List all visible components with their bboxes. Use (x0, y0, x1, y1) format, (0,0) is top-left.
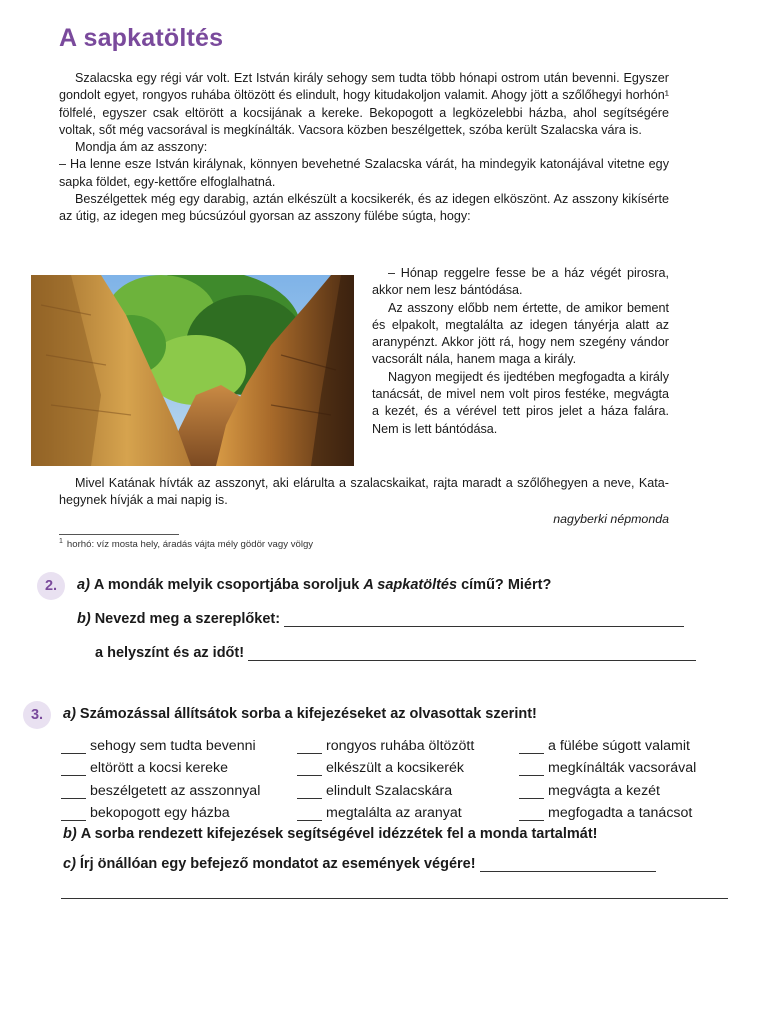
story-top (59, 70, 669, 226)
question-2b (77, 611, 684, 627)
question-2-number: 2. (37, 572, 65, 600)
story-bottom (59, 475, 669, 510)
question-2b-part2 (95, 645, 696, 661)
question-3c-label: c) (63, 856, 76, 872)
question-3a (63, 706, 537, 722)
answer-line-characters[interactable] (284, 612, 684, 627)
question-3b (63, 826, 598, 842)
question-2b-text2: a helyszínt és az időt! (95, 645, 245, 661)
story-paragraph: Mivel Katának hívták az asszonyt, aki elárulta a szalacskaikat, rajta maradt a szőlőhegyen a neve, Kata-hegynek hívják a mai napig is. (59, 476, 669, 508)
ordering-row (61, 731, 731, 754)
story-paragraph: – Hónap reggelre fesse be a ház végét pirosra, akkor nem lesz bántódása. (372, 266, 669, 298)
number-blank[interactable] (61, 763, 86, 776)
story-paragraph: Szalacska egy régi vár volt. Ezt István király sehogy sem tudta több hónapi ostrom után bevenni. Egyszer gondolt egyet, rongyos ruhába öltözött és elindult, hogy kitudakoljon valamit. Ahogy jött a szőlőhegyi horhón¹ fölfelé, egyszer csak eltörött a kocsijának a kereke. Bekopogott a legközelebbi házba, ahol segítségére voltak, sőt még vacsorával is megkínálták. Vacsora közben beszélgettek, szóba került Szalacska vára is. (59, 71, 669, 137)
number-blank[interactable] (519, 786, 544, 799)
ordering-row (61, 776, 731, 799)
phrase: elkészült a kocsikerék (326, 760, 464, 776)
question-2b-label: b) (77, 611, 91, 627)
story-paragraph: Mondja ám az asszony: (75, 140, 208, 155)
story-source: nagyberki népmonda (553, 512, 669, 526)
phrase: eltörött a kocsi kereke (90, 760, 228, 776)
phrase: elindult Szalacskára (326, 782, 453, 799)
footnote-rule (59, 534, 179, 535)
question-3-number: 3. (23, 701, 51, 729)
story-paragraph: – Ha lenne esze István királynak, könnyen bevehetné Szalacska várát, ha mindegyik katonájával vitetne egy sapka földet, egy-kettőre elfoglalhatná. (59, 157, 669, 189)
footnote-mark: 1 (59, 538, 63, 545)
page-title: A sapkatöltés (59, 24, 224, 52)
question-2a (77, 577, 551, 593)
ordering-grid (61, 731, 731, 821)
question-3a-label: a) (63, 706, 76, 722)
phrase: beszélgetett az asszonnyal (90, 782, 261, 799)
number-blank[interactable] (297, 808, 322, 821)
ordering-row (61, 799, 731, 822)
answer-line-setting[interactable] (248, 646, 696, 661)
answer-line-ending[interactable] (480, 857, 656, 872)
question-3c-text: Írj önállóan egy befejező mondatot az események végére! (79, 856, 476, 872)
footnote (59, 538, 313, 550)
phrase: sehogy sem tudta bevenni (90, 737, 256, 754)
question-2a-label: a) (77, 577, 90, 593)
number-blank[interactable] (519, 763, 544, 776)
question-3b-label: b) (63, 826, 77, 842)
number-blank[interactable] (519, 741, 544, 754)
phrase: megvágta a kezét (548, 782, 660, 799)
ordering-row (61, 754, 731, 777)
phrase: a fülébe súgott valamit (548, 737, 690, 754)
ravine-photo (31, 275, 354, 466)
number-blank[interactable] (297, 763, 322, 776)
number-blank[interactable] (61, 786, 86, 799)
question-3a-text: Számozással állítsátok sorba a kifejezéseket az olvasottak szerint! (79, 706, 537, 722)
number-blank[interactable] (61, 741, 86, 754)
phrase: megfogadta a tanácsot (548, 805, 693, 821)
story-paragraph: Az asszony előbb nem értette, de amikor bement és elpakolt, megtalálta az idegen tányérja alatt az aranypénzt. Akkor jött rá, hogy nem szegény vándor vacsorált nála, hanem maga a király. (372, 300, 669, 367)
question-3c (63, 856, 656, 872)
number-blank[interactable] (297, 786, 322, 799)
number-blank[interactable] (519, 808, 544, 821)
story-paragraph: Nagyon megijedt és ijedtében megfogadta a király tanácsát, de mivel nem volt piros festéke, megvágta a kezét, és a vérével tett piros jelet a háza falára. Nem is lett bántódása. (372, 369, 669, 436)
question-2a-text: A mondák melyik csoportjába soroljuk (93, 577, 360, 593)
number-blank[interactable] (61, 808, 86, 821)
question-2b-text: Nevezd meg a szereplőket: (94, 611, 281, 627)
question-3b-text: A sorba rendezett kifejezések segítségével idézzétek fel a monda tartalmát! (80, 826, 598, 842)
phrase: megtalálta az aranyat (326, 805, 462, 821)
story-paragraph: Beszélgettek még egy darabig, aztán elkészült a kocsikerék, és az idegen elköszönt. Az asszony kikísérte az útig, az idegen meg búcsúzóul gyorsan az asszony fülébe súgta, hogy: (59, 192, 669, 224)
question-2a-text-end: című? Miért? (461, 577, 552, 593)
answer-line-ending-continued[interactable] (61, 898, 728, 899)
number-blank[interactable] (297, 741, 322, 754)
phrase: bekopogott egy házba (90, 805, 230, 821)
phrase: rongyos ruhába öltözött (326, 737, 475, 754)
footnote-text: horhó: víz mosta hely, áradás vájta mély gödör vagy völgy (66, 539, 314, 551)
question-2a-title: A sapkatöltés (363, 577, 458, 593)
story-side (372, 265, 669, 438)
phrase: megkínálták vacsorával (548, 760, 697, 776)
